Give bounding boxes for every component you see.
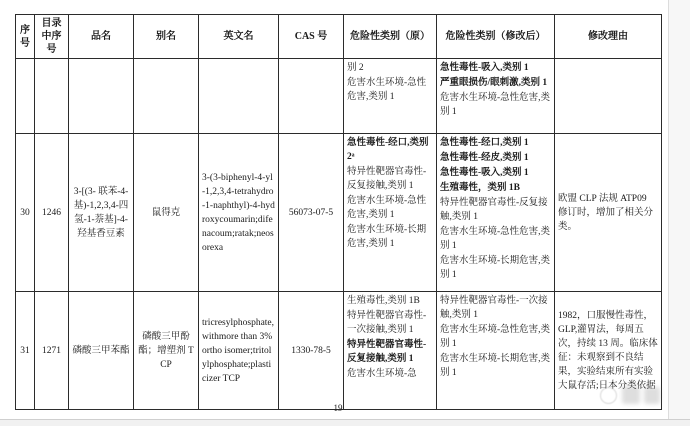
hazard-line: 特异性靶器官毒性-一次接触,类别 1 [347,311,427,335]
cell-product-name [69,59,134,134]
cell-catalog-number: 1271 [35,292,69,410]
cell-hazard-original [344,292,437,410]
table-body [16,59,662,410]
table-row [16,59,662,134]
hazard-line: 急性毒性-经皮,类别 1 [440,153,529,163]
hazard-line: 危害水生环境-急性危害,类别 1 [440,325,551,349]
page-edge-bottom [0,419,690,426]
column-header: 英文名 [199,15,279,59]
cell-cas-number: 1330-78-5 [279,292,344,410]
hazard-line: 危害水生环境-长期危害,类别 1 [440,256,551,280]
cell-hazard-revised [437,59,555,134]
hazard-reclassification-table [15,14,662,410]
cell-alias: 磷酸三甲酚酯；增塑剂 TCP [134,292,199,410]
table-row [16,134,662,292]
cell-seq: 30 [16,134,35,292]
cell-alias: 鼠得克 [134,134,199,292]
hazard-line: 特异性靶器官毒性-反复接触,类别 1 [347,340,427,364]
cell-seq [16,59,35,134]
cell-reason: 1982，口服慢性毒性，GLP,灌胃法，每周五次，持续 13 周。临床体征：未观察到不良结果，实验结束所有实验大鼠存活;日本分类依据 [555,292,662,410]
cell-catalog-number [35,59,69,134]
column-header: 危险性类别（修改后） [437,15,555,59]
hazard-line: 特异性靶器官毒性-一次接触,类别 1 [440,296,548,320]
column-header: 修改理由 [555,15,662,59]
cell-hazard-original [344,134,437,292]
hazard-line: 危害水生环境-急 [347,369,417,379]
cell-hazard-original [344,59,437,134]
hazard-line: 急性毒性-吸入,类别 1 [440,63,529,73]
table-head-row [16,15,662,59]
hazard-line: 生殖毒性,类别 1B [347,296,420,306]
column-header: 别名 [134,15,199,59]
hazard-line: 别 2 [347,63,364,73]
hazard-line: 急性毒性-经口,类别 1 [440,138,529,148]
cell-seq: 31 [16,292,35,410]
page-edge-right [668,0,690,426]
hazard-line: 特异性靶器官毒性-反复接触,类别 1 [347,167,427,191]
cell-reason: 欧盟 CLP 法规 ATP09 修订时，增加了相关分类。 [555,134,662,292]
hazard-line: 严重眼损伤/眼刺激,类别 1 [440,78,548,88]
hazard-line: 危害水生环境-长期危害,类别 1 [347,225,427,249]
hazard-line: 危害水生环境-急性危害,类别 1 [440,227,551,251]
cell-english-name [199,59,279,134]
column-header: 危险性类别（原） [344,15,437,59]
hazard-line: 危害水生环境-急性危害,类别 1 [347,196,427,220]
hazard-line: 急性毒性-吸入,类别 1 [440,168,529,178]
column-header: CAS 号 [279,15,344,59]
cell-alias [134,59,199,134]
cell-cas-number [279,59,344,134]
hazard-line: 危害水生环境-急性危害,类别 1 [347,78,427,102]
cell-reason [555,59,662,134]
table-row [16,292,662,410]
hazard-line: 生殖毒性，类别 1B [440,183,520,193]
cell-cas-number: 56073-07-5 [279,134,344,292]
cell-hazard-revised [437,134,555,292]
hazard-line: 危害水生环境-急性危害,类别 1 [440,93,551,117]
hazard-line: 急性毒性-经口,类别 2ᵃ [347,138,429,162]
cell-english-name: tricresylphosphate,withmore than 3% ortho isomer;tritolylphosphate;plasticizer TCP [199,292,279,410]
column-header: 品名 [69,15,134,59]
hazard-line: 特异性靶器官毒性-反复接触,类别 1 [440,198,548,222]
cell-product-name: 磷酸三甲苯酯 [69,292,134,410]
cell-catalog-number: 1246 [35,134,69,292]
cell-product-name: 3-[(3- 联苯-4-基)-1,2,3,4-四氢-1-萘基]-4-羟基香豆素 [69,134,134,292]
cell-english-name: 3-(3-biphenyl-4-yl-1,2,3,4-tetrahydro-1-naphthyl)-4-hydroxycoumarin;difenacoum;ratak;neosorexa [199,134,279,292]
column-header: 目录中序号 [35,15,69,59]
hazard-line: 危害水生环境-长期危害,类别 1 [440,354,551,378]
cell-hazard-revised [437,292,555,410]
column-header: 序号 [16,15,35,59]
page-number: 19 [333,403,343,413]
